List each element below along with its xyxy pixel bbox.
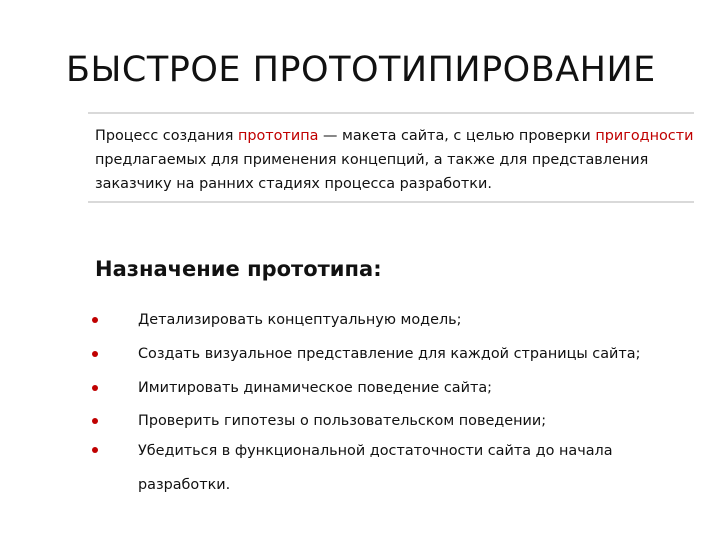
bullet-icon [92, 447, 98, 453]
bullet-icon [92, 317, 98, 323]
intro-text-part-1: Процесс создания [95, 128, 238, 144]
bullet-icon [92, 418, 98, 424]
intro-highlight-usability: пригодности [595, 128, 694, 144]
top-divider [88, 112, 694, 114]
list-item-text: Детализировать концептуальную модель; [138, 312, 462, 328]
list-item-text: Имитировать динамическое поведение сайта; [138, 380, 492, 396]
intro-highlight-prototype: прототипа [237, 128, 319, 144]
list-item-text: Проверить гипотезы о пользовательском поведении; [138, 413, 547, 429]
slide-title: БЫСТРОЕ ПРОТОТИПИРОВАНИЕ [66, 50, 656, 90]
list-item-text: Создать визуальное представление для каждой страницы сайта; [138, 346, 641, 362]
intro-paragraph [95, 124, 695, 196]
bullet-icon [92, 385, 98, 391]
purpose-heading: Назначение прототипа: [95, 257, 382, 281]
bottom-divider [88, 201, 694, 203]
intro-text-part-3: предлагаемых для применения концепций, а также для представления заказчику на ранних стадиях процесса разработки. [95, 152, 649, 192]
list-item-text: Убедиться в функциональной достаточности сайта до начала разработки. [138, 443, 613, 493]
intro-text-part-2: — макета сайта, с целью проверки [318, 128, 596, 144]
bullet-icon [92, 351, 98, 357]
